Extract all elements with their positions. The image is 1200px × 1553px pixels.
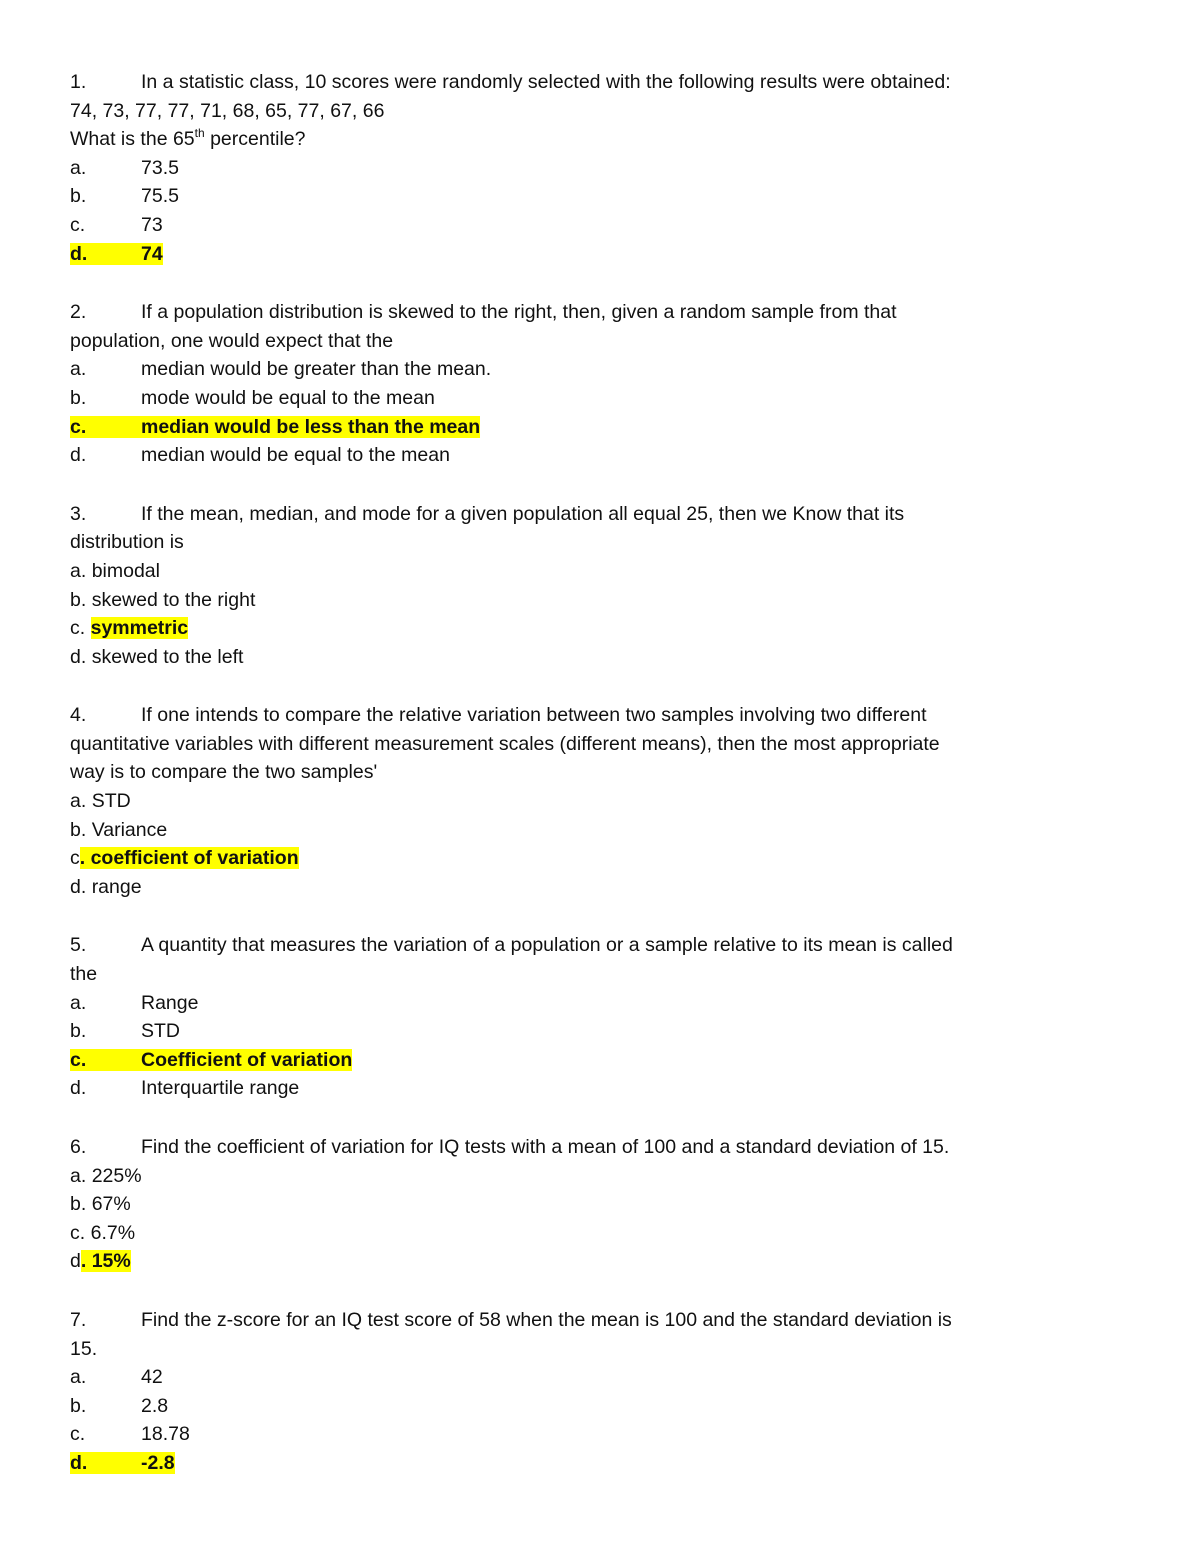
- question-text-cont: distribution is: [70, 531, 184, 554]
- question-text: If one intends to compare the relative variation between two samples involving two different: [141, 704, 927, 727]
- question-text: If a population distribution is skewed to the right, then, given a random sample from that: [141, 301, 897, 324]
- question-number: 3.: [70, 502, 87, 525]
- option-d: d. median would be equal to the mean: [70, 444, 450, 467]
- option-b: b. Variance: [70, 818, 168, 841]
- option-c-answer: c. coefficient of variation: [70, 847, 299, 870]
- option-c: c. 6.7%: [70, 1221, 136, 1244]
- question-3: [70, 500, 1070, 672]
- question-stem: [70, 931, 1070, 960]
- quiz-document: [70, 68, 1070, 1478]
- option-b: b. STD: [70, 1020, 180, 1043]
- option-d: d. range: [70, 875, 142, 898]
- question-stem: [70, 701, 1070, 730]
- option-c: c. 18.78: [70, 1423, 190, 1446]
- question-stem: [70, 68, 1070, 97]
- option-a: a. 73.5: [70, 156, 179, 179]
- question-number: 7.: [70, 1308, 87, 1331]
- option-c-answer: [70, 413, 1070, 442]
- question-text: If the mean, median, and mode for a given population all equal 25, then we Know that its: [141, 502, 905, 525]
- option-d-answer: [70, 1449, 1070, 1478]
- question-1: [70, 68, 1070, 268]
- question-7: [70, 1306, 1070, 1478]
- highlighted-answer: d. 74: [70, 242, 163, 265]
- question-stem: [70, 298, 1070, 327]
- question-number: 5.: [70, 934, 87, 957]
- highlighted-answer: c. median would be less than the mean: [70, 415, 481, 438]
- question-6: [70, 1133, 1070, 1276]
- question-text: In a statistic class, 10 scores were randomly selected with the following results were obtained:: [141, 71, 951, 93]
- option-a: a. Range: [70, 991, 199, 1014]
- question-text: Find the z-score for an IQ test score of 58 when the mean is 100 and the standard deviation is: [141, 1308, 952, 1331]
- option-a: a. bimodal: [70, 559, 160, 582]
- highlighted-answer: . coefficient of variation: [79, 847, 299, 870]
- question-number: 6.: [70, 1136, 87, 1158]
- option-b: b. skewed to the right: [70, 588, 256, 611]
- question-number: 4.: [70, 704, 87, 727]
- question-5: [70, 931, 1070, 1103]
- option-b: b. 67%: [70, 1193, 131, 1216]
- highlighted-answer: c. Coefficient of variation: [70, 1048, 353, 1071]
- highlighted-answer: symmetric: [90, 617, 189, 640]
- highlighted-answer: d. -2.8: [70, 1451, 175, 1474]
- option-c-answer: [70, 1046, 1070, 1075]
- question-text: Find the coefficient of variation for IQ tests with a mean of 100 and a standard deviation of 15.: [141, 1136, 950, 1158]
- option-d: d. Interquartile range: [70, 1077, 300, 1100]
- option-a: a. STD: [70, 790, 131, 813]
- option-b: b. 75.5: [70, 185, 179, 208]
- question-text-cont: 15.: [70, 1337, 98, 1360]
- question-number: 2.: [70, 301, 87, 324]
- question-stem: [70, 500, 1070, 529]
- question-number: 1.: [70, 71, 87, 93]
- question-prompt: What is the 65th percentile?: [70, 126, 306, 151]
- option-b: b. 2.8: [70, 1394, 169, 1417]
- question-data: 74, 73, 77, 77, 71, 68, 65, 77, 67, 66: [70, 99, 385, 122]
- option-c: c. 73: [70, 213, 163, 236]
- highlighted-answer: . 15%: [80, 1250, 131, 1273]
- option-d-answer: [70, 240, 1070, 269]
- question-stem: [70, 1306, 1070, 1335]
- question-text: A quantity that measures the variation of a population or a sample relative to its mean is called: [141, 934, 953, 957]
- question-text-cont: the: [70, 963, 98, 986]
- option-b: b. mode would be equal to the mean: [70, 386, 435, 409]
- question-2: [70, 298, 1070, 470]
- question-text-cont: population, one would expect that the: [70, 329, 394, 352]
- question-stem: [70, 1133, 1070, 1162]
- option-a: a. 225%: [70, 1164, 142, 1187]
- option-d-answer: d. 15%: [70, 1250, 131, 1273]
- option-c-answer: c. symmetric: [70, 617, 189, 640]
- question-text-cont: quantitative variables with different measurement scales (different means), then the most appropriate: [70, 732, 940, 755]
- option-a: a. 42: [70, 1366, 163, 1389]
- option-d: d. skewed to the left: [70, 645, 244, 668]
- option-a: a. median would be greater than the mean.: [70, 358, 492, 381]
- question-text-cont: way is to compare the two samples': [70, 761, 378, 784]
- question-4: [70, 701, 1070, 901]
